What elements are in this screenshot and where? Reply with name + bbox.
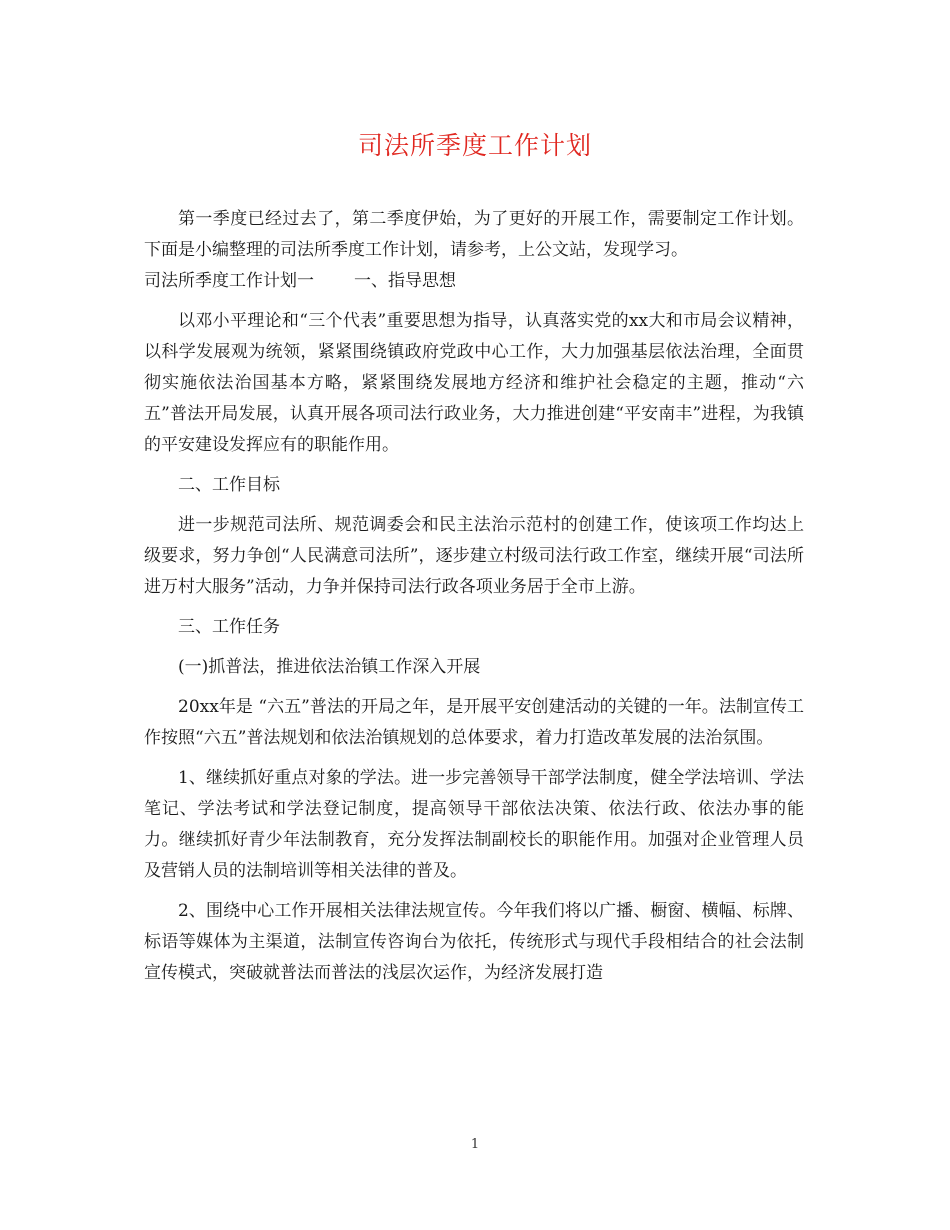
document-title: 司法所季度工作计划 (357, 131, 592, 160)
item2-paragraph: 2、围绕中心工作开展相关法律法规宣传。今年我们将以广播、橱窗、横幅、标牌、标语等媒体为主渠道，法制宣传咨询台为依托，传统形式与现代手段相结合的社会法制宣传模式，突破就普法而普法的浅层次运作，为经济发展打造 (144, 901, 804, 983)
page-number: 1 (470, 1137, 480, 1152)
subsection1-paragraph: 20xx年是 “六五”普法的开局之年，是开展平安创建活动的关键的一年。法制宣传工作按照“六五”普法规划和依法治镇规划的总体要求，着力打造改革发展的法治氛围。 (144, 697, 804, 748)
section2-heading: 二、工作目标 (178, 475, 280, 495)
intro-paragraph: 第一季度已经过去了，第二季度伊始，为了更好的开展工作，需要制定工作计划。下面是小编整理的司法所季度工作计划，请参考，上公文站，发现学习。 (144, 209, 804, 260)
document-body (144, 204, 804, 998)
item1-paragraph: 1、继续抓好重点对象的学法。进一步完善领导干部学法制度，健全学法培训、学法笔记、学法考试和学法登记制度，提高领导干部依法决策、依法行政、依法办事的能力。继续抓好青少年法制教育，充分发挥法制副校长的职能作用。加强对企业管理人员及营销人员的法制培训等相关法律的普及。 (144, 768, 804, 881)
section2-paragraph: 进一步规范司法所、规范调委会和民主法治示范村的创建工作，使该项工作均达上级要求，努力争创“人民满意司法所”，逐步建立村级司法行政工作室，继续开展“司法所进万村大服务”活动，力争并保持司法行政各项业务居于全市上游。 (144, 515, 804, 597)
subsection1-heading: (一)抓普法，推进依法治镇工作深入开展 (178, 657, 481, 677)
section1-paragraph: 以邓小平理论和“三个代表”重要思想为指导，认真落实党的xx大和市局会议精神，以科学发展观为统领，紧紧围绕镇政府党政中心工作，大力加强基层依法治理，全面贯彻实施依法治国基本方略，紧紧围绕发展地方经济和维护社会稳定的主题，推动“六五”普法开局发展，认真开展各项司法行政业务，大力推进创建“平安南丰”进程，为我镇的平安建设发挥应有的职能作用。 (144, 311, 804, 455)
section3-heading: 三、工作任务 (178, 617, 280, 637)
plan-heading-line (144, 266, 804, 297)
section1-heading: 一、指导思想 (354, 271, 456, 291)
plan-heading: 司法所季度工作计划一 (144, 271, 314, 291)
